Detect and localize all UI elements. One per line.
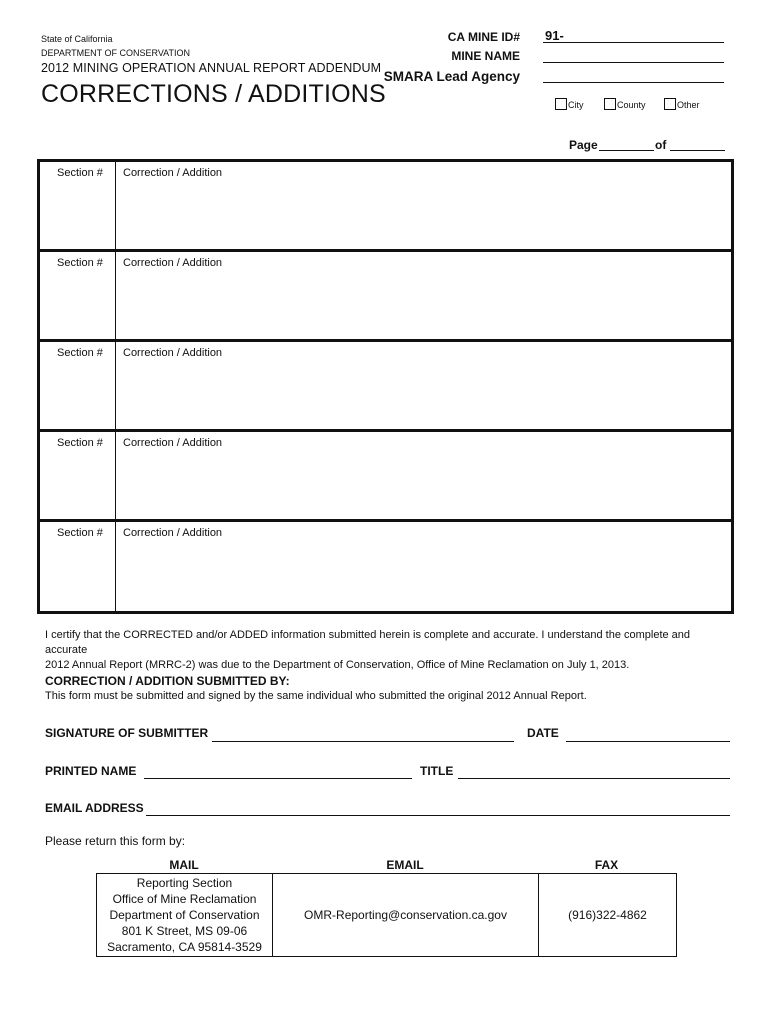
checkbox-label: Other [677, 100, 700, 110]
page-label: Page [569, 138, 598, 152]
checkbox-label: County [617, 100, 646, 110]
section-label: Section # [57, 257, 103, 269]
signature-field[interactable] [212, 741, 514, 742]
checkbox-icon[interactable] [555, 98, 567, 110]
page-title: CORRECTIONS / ADDITIONS [41, 80, 386, 108]
correction-row[interactable] [40, 432, 731, 522]
state-name: State of California [41, 34, 113, 44]
of-label: of [655, 138, 667, 152]
correction-row[interactable] [40, 252, 731, 342]
email-value[interactable]: OMR-Reporting@conservation.ca.gov [304, 908, 507, 922]
mine-name-label: MINE NAME [451, 49, 520, 63]
page-number-field[interactable] [599, 150, 654, 151]
checkbox-icon[interactable] [664, 98, 676, 110]
section-label: Section # [57, 167, 103, 179]
correction-label: Correction / Addition [123, 167, 223, 179]
title-field[interactable] [458, 778, 730, 779]
correction-label: Correction / Addition [123, 437, 223, 449]
mail-header: MAIL [169, 858, 199, 872]
email-cell [273, 874, 539, 956]
return-prompt: Please return this form by: [45, 834, 186, 848]
email-header: EMAIL [386, 858, 424, 872]
checkbox-icon[interactable] [604, 98, 616, 110]
date-label: DATE [527, 726, 559, 740]
printed-name-field[interactable] [144, 778, 412, 779]
certification-line-1: I certify that the CORRECTED and/or ADDED information submitted herein is complete and accurate. I understand the complete and accurate [45, 629, 691, 656]
mine-id-prefix: 91- [545, 28, 564, 43]
department-name: DEPARTMENT OF CONSERVATION [41, 48, 191, 58]
email-address-field[interactable] [146, 815, 730, 816]
title-label: TITLE [420, 764, 454, 778]
submitted-by-title: CORRECTION / ADDITION SUBMITTED BY: [45, 674, 290, 688]
checkbox-county[interactable] [604, 98, 646, 110]
certification-line-2: 2012 Annual Report (MRRC-2) was due to the Department of Conservation, Office of Mine Reclamation on July 1, 2013. [45, 659, 630, 671]
checkbox-city[interactable] [555, 98, 584, 110]
date-field[interactable] [566, 741, 730, 742]
email-address-label: EMAIL ADDRESS [45, 801, 144, 815]
mail-line: Office of Mine Reclamation [112, 892, 257, 906]
checkbox-label: City [568, 100, 584, 110]
mail-line: Reporting Section [136, 876, 233, 890]
fax-header: FAX [594, 858, 619, 872]
mine-id-label: CA MINE ID# [447, 30, 520, 44]
printed-name-label: PRINTED NAME [45, 764, 137, 778]
mail-line: Sacramento, CA 95814-3529 [107, 940, 262, 954]
lead-agency-field[interactable] [543, 82, 724, 83]
certification-text [45, 628, 735, 673]
submitted-by-note: This form must be submitted and signed by the same individual who submitted the original 2012 Annual Report. [45, 690, 587, 702]
page-total-field[interactable] [670, 150, 725, 151]
section-label: Section # [57, 347, 103, 359]
correction-label: Correction / Addition [123, 527, 223, 539]
report-name: 2012 MINING OPERATION ANNUAL REPORT ADDENDUM [41, 61, 382, 75]
correction-row[interactable] [40, 522, 731, 611]
lead-agency-label: SMARA Lead Agency [383, 69, 520, 84]
section-label: Section # [57, 527, 103, 539]
correction-label: Correction / Addition [123, 257, 223, 269]
section-label: Section # [57, 437, 103, 449]
correction-row[interactable] [40, 342, 731, 432]
corrections-table [37, 159, 734, 614]
return-table [96, 873, 677, 957]
mail-cell [97, 874, 273, 956]
checkbox-other[interactable] [664, 98, 700, 110]
mail-line: 801 K Street, MS 09-06 [121, 924, 248, 938]
mail-line: Department of Conservation [109, 908, 260, 922]
correction-row[interactable] [40, 162, 731, 252]
mine-name-field[interactable] [543, 62, 724, 63]
fax-value: (916)322-4862 [568, 908, 647, 922]
mine-id-field[interactable] [543, 42, 724, 43]
signature-label: SIGNATURE OF SUBMITTER [45, 726, 209, 740]
correction-label: Correction / Addition [123, 347, 223, 359]
fax-cell [539, 874, 676, 956]
